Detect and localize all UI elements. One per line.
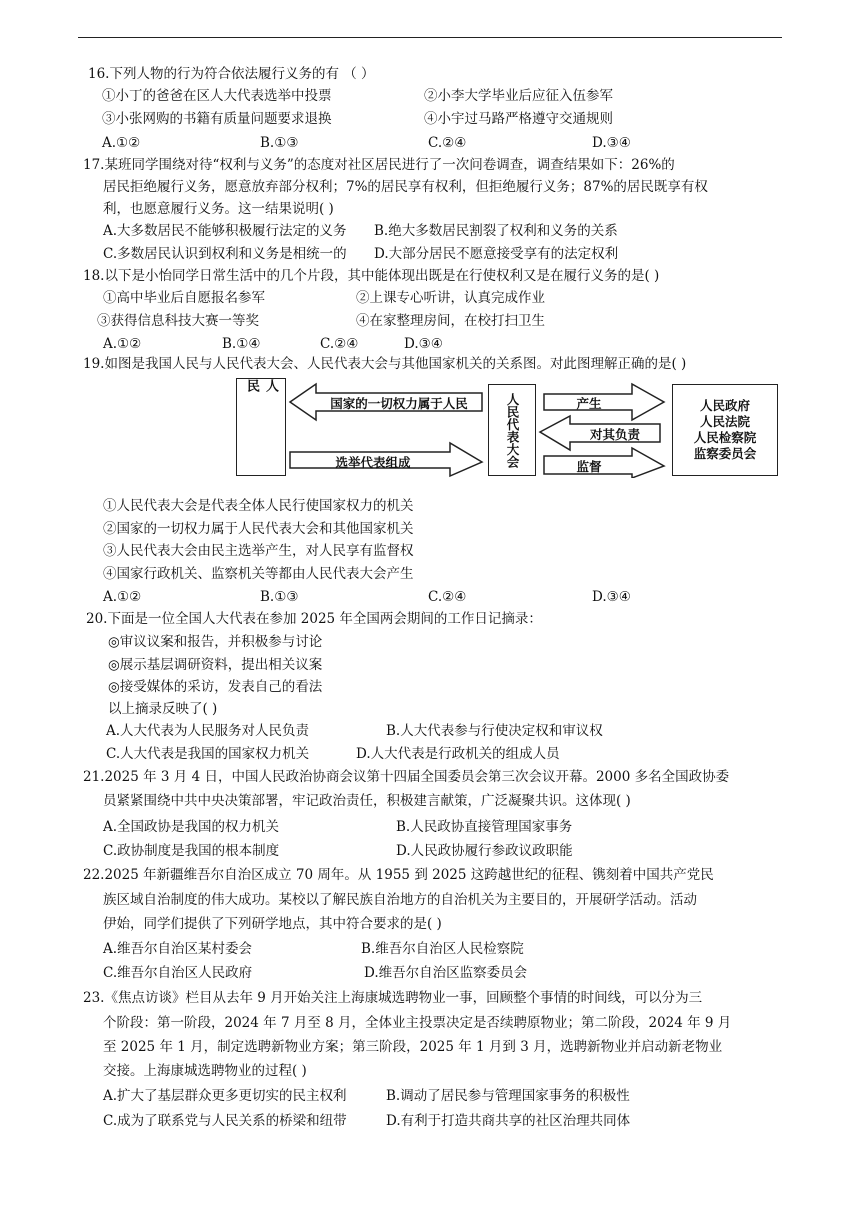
q18-option-a[interactable]: A.①② xyxy=(103,336,142,352)
q23-option-b[interactable]: B.调动了居民参与管理国家事务的积极性 xyxy=(386,1088,630,1104)
q23-option-a[interactable]: A.扩大了基层群众更多更切实的民主权利 xyxy=(103,1088,347,1104)
q16-option-b[interactable]: B.①③ xyxy=(260,135,299,151)
q16-statement-2: ②小李大学毕业后应征入伍参军 xyxy=(424,88,613,104)
q22-stem-line-3: 伊始，同学们提供了下列研学地点，其中符合要求的是( ) xyxy=(103,916,442,932)
q20-option-b[interactable]: B.人大代表参与行使决定权和审议权 xyxy=(386,723,603,739)
q20-option-d[interactable]: D.人大代表是行政机关的组成人员 xyxy=(356,746,560,762)
q21-option-d[interactable]: D.人民政协履行参政议政职能 xyxy=(396,843,573,859)
q17-stem-line-3: 利，也愿意履行义务。这一结果说明( ) xyxy=(103,201,334,217)
q21-stem-line-1: 21.2025 年 3 月 4 日，中国人民政治协商会议第十四届全国委员会第三次会议开幕。2000 多名全国政协委 xyxy=(83,769,730,785)
q20-item-1: ◎审议议案和报告，并积极参与讨论 xyxy=(108,634,323,650)
q18-option-b[interactable]: B.①④ xyxy=(222,336,261,352)
q19-statement-3: ③人民代表大会由民主选举产生，对人民享有监督权 xyxy=(103,543,414,559)
congress-label: 人民代表大会 xyxy=(505,392,520,468)
q19-stem: 19.如图是我国人民与人民代表大会、人民代表大会与其他国家机关的关系图。对此图理解正确的是( ) xyxy=(83,356,687,372)
q23-stem-line-2: 个阶段：第一阶段，2024 年 7 月至 8 月，全体业主投票决定是否续聘原物业；第二阶段，2024 年 9 月 xyxy=(103,1015,732,1031)
q17-stem-line-2: 居民拒绝履行义务，愿意放弃部分权利；7%的居民享有权利，但拒绝履行义务；87%的居民既享有权 xyxy=(103,179,708,195)
q20-stem: 20.下面是一位全国人大代表在参加 2025 年全国两会期间的工作日记摘录： xyxy=(86,611,542,627)
arrow-power-label: 国家的一切权力属于人民 xyxy=(330,396,468,411)
q23-stem-line-1: 23.《焦点访谈》栏目从去年 9 月开始关注上海康城选聘物业一事，回顾整个事情的时间线，可以分为三 xyxy=(83,990,703,1006)
q18-statement-2: ②上课专心听讲，认真完成作业 xyxy=(356,290,545,306)
q19-statement-1: ①人民代表大会是代表全体人民行使国家权力的机关 xyxy=(103,498,414,514)
q18-statement-4: ④在家整理房间，在校打扫卫生 xyxy=(356,313,545,329)
q18-option-c[interactable]: C.②④ xyxy=(320,336,359,352)
q21-option-a[interactable]: A.全国政协是我国的权力机关 xyxy=(103,819,280,835)
q22-option-d[interactable]: D.维吾尔自治区监察委员会 xyxy=(364,965,528,981)
q21-option-b[interactable]: B.人民政协直接管理国家事务 xyxy=(396,819,573,835)
q17-option-a[interactable]: A.大多数居民不能够积极履行法定的义务 xyxy=(103,223,347,239)
people-label: 人 民 xyxy=(244,379,278,414)
q19-option-c[interactable]: C.②④ xyxy=(428,589,467,605)
congress-box xyxy=(488,384,536,476)
q16-option-d[interactable]: D.③④ xyxy=(592,135,631,151)
q23-option-c[interactable]: C.成为了联系党与人民关系的桥梁和纽带 xyxy=(103,1113,347,1129)
q20-item-3: ◎接受媒体的采访，发表自己的看法 xyxy=(108,679,323,695)
q18-statement-3: ③获得信息科技大赛一等奖 xyxy=(97,313,259,329)
responsible-label: 对其负责 xyxy=(589,427,640,442)
q19-option-a[interactable]: A.①② xyxy=(103,589,142,605)
q20-question: 以上摘录反映了( ) xyxy=(108,701,218,717)
q19-option-d[interactable]: D.③④ xyxy=(592,589,631,605)
organ-procuratorate: 人民检察院 xyxy=(693,430,757,445)
q19-statement-4: ④国家行政机关、监察机关等都由人民代表大会产生 xyxy=(103,566,414,582)
q16-option-a[interactable]: A.①② xyxy=(102,135,141,151)
q18-statement-1: ①高中毕业后自愿报名参军 xyxy=(103,290,265,306)
q16-statement-1: ①小丁的爸爸在区人大代表选举中投票 xyxy=(102,88,332,104)
q23-stem-line-3: 至 2025 年 1 月，制定选聘新物业方案；第三阶段，2025 年 1 月到 3 月，选聘新物业并启动新老物业 xyxy=(103,1039,723,1055)
q23-stem-line-4: 交接。上海康城选聘物业的过程( ) xyxy=(103,1063,307,1079)
arrow-elect-label: 选举代表组成 xyxy=(335,455,411,470)
q21-option-c[interactable]: C.政协制度是我国的根本制度 xyxy=(103,843,280,859)
supervise-label: 监督 xyxy=(576,459,602,474)
power-relationship-diagram xyxy=(236,378,780,478)
q16-statement-3: ③小张网购的书籍有质量问题要求退换 xyxy=(102,111,332,127)
state-organs-box xyxy=(672,384,778,476)
organ-court: 人民法院 xyxy=(699,414,750,429)
q17-option-b[interactable]: B.绝大多数居民割裂了权利和义务的关系 xyxy=(374,223,618,239)
q19-statement-2: ②国家的一切权力属于人民代表大会和其他国家机关 xyxy=(103,521,414,537)
q20-option-a[interactable]: A.人大代表为人民服务对人民负责 xyxy=(106,723,310,739)
q18-option-d[interactable]: D.③④ xyxy=(404,336,443,352)
organ-supervisory-commission: 监察委员会 xyxy=(693,446,757,461)
people-box xyxy=(236,378,286,476)
q22-option-b[interactable]: B.维吾尔自治区人民检察院 xyxy=(361,941,524,957)
q20-item-2: ◎展示基层调研资料，提出相关议案 xyxy=(108,657,323,673)
q23-option-d[interactable]: D.有利于打造共商共享的社区治理共同体 xyxy=(386,1113,631,1129)
header-rule xyxy=(78,37,782,38)
q21-stem-line-2: 员紧紧围绕中共中央决策部署，牢记政治责任，积极建言献策，广泛凝聚共识。这体现( ) xyxy=(103,793,631,809)
q20-option-c[interactable]: C.人大代表是我国的国家权力机关 xyxy=(106,746,310,762)
q18-stem: 18.以下是小怡同学日常生活中的几个片段，其中能体现出既是在行使权利又是在履行义务的是( ) xyxy=(83,268,660,284)
produce-label: 产生 xyxy=(576,396,602,411)
q16-stem: 16.下列人物的行为符合依法履行义务的有 （ ） xyxy=(88,66,375,82)
q19-option-b[interactable]: B.①③ xyxy=(260,589,299,605)
q16-statement-4: ④小宇过马路严格遵守交通规则 xyxy=(424,111,613,127)
q22-option-c[interactable]: C.维吾尔自治区人民政府 xyxy=(103,965,253,981)
q17-stem-line-1: 17.某班同学围绕对待“权利与义务”的态度对社区居民进行了一次问卷调查，调查结果如下：26%的 xyxy=(83,157,675,173)
q17-option-d[interactable]: D.大部分居民不愿意接受享有的法定权利 xyxy=(374,246,619,262)
q22-option-a[interactable]: A.维吾尔自治区某村委会 xyxy=(103,941,253,957)
organ-government: 人民政府 xyxy=(699,398,750,413)
q16-option-c[interactable]: C.②④ xyxy=(428,135,467,151)
q22-stem-line-1: 22.2025 年新疆维吾尔自治区成立 70 周年。从 1955 到 2025 这跨越世纪的征程、镌刻着中国共产党民 xyxy=(83,867,714,883)
q17-option-c[interactable]: C.多数居民认识到权利和义务是相统一的 xyxy=(103,246,347,262)
q22-stem-line-2: 族区域自治制度的伟大成功。某校以了解民族自治地方的自治机关为主要目的，开展研学活动。活动 xyxy=(103,892,697,908)
